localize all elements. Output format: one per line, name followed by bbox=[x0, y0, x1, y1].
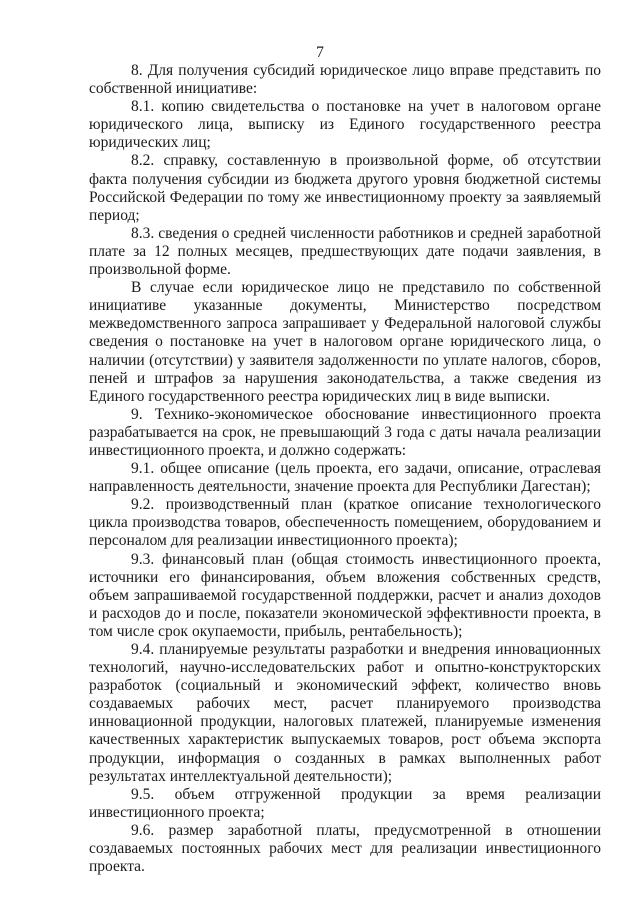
paragraph-9-5: 9.5. объем отгруженной продукции за время реализации инвестиционного проекта; bbox=[89, 785, 601, 821]
paragraph-8: 8. Для получения субсидий юридическое лицо вправе представить по собственной инициативе: bbox=[89, 62, 601, 98]
paragraph-8-note: В случае если юридическое лицо не представило по собственной инициативе указанные документы, Министерство посредством межведомственного запроса запрашивает у Федеральной налоговой службы сведения о постановке на учет в налоговом органе юридического лица, о наличии (отсутствии) у заявителя задолженности по уплате налогов, сборов, пеней и штрафов за нарушения законодательства, а также сведения из Единого государственного реестра юридических лиц в виде выписки. bbox=[89, 279, 601, 405]
paragraph-9-4: 9.4. планируемые результаты разработки и внедрения инновационных технологий, научно-исследовательских работ и опытно-конструкторских разработок (социальный и экономический эффект, количество вновь создаваемых рабочих мест, расчет планируемого производства инновационной продукции, налоговых платежей, планируемые изменения качественных характеристик выпускаемых товаров, рост объема экспорта продукции, информация о созданных в рамках выполненных работ результатах интеллектуальной деятельности); bbox=[89, 641, 601, 785]
paragraph-8-3: 8.3. сведения о средней численности работников и средней заработной плате за 12 полных месяцев, предшествующих дате подачи заявления, в произвольной форме. bbox=[89, 224, 601, 279]
paragraph-8-2: 8.2. справку, составленную в произвольной форме, об отсутствии факта получения субсидии из бюджета другого уровня бюджетной системы Российской Федерации по тому же инвестиционному проекту за заявляемый период; bbox=[89, 152, 601, 224]
page-number: 7 bbox=[316, 44, 324, 61]
document-body bbox=[89, 62, 601, 876]
paragraph-9-3: 9.3. финансовый план (общая стоимость инвестиционного проекта, источники его финансирования, объем вложения собственных средств, объем запрашиваемой государственной поддержки, расчет и анализ доходов и расходов до и после, показатели экономической эффективности проекта, в том числе срок окупаемости, прибыль, рентабельность); bbox=[89, 550, 601, 640]
paragraph-8-1: 8.1. копию свидетельства о постановке на учет в налоговом органе юридического лица, выписку из Единого государственного реестра юридических лиц; bbox=[89, 98, 601, 152]
paragraph-9: 9. Технико-экономическое обоснование инвестиционного проекта разрабатывается на срок, не превышающий 3 года с даты начала реализации инвестиционного проекта, и должно содержать: bbox=[89, 405, 601, 459]
paragraph-9-2: 9.2. производственный план (краткое описание технологического цикла производства товаров, обеспеченность помещением, оборудованием и персоналом для реализации инвестиционного проекта); bbox=[89, 496, 601, 550]
paragraph-9-6: 9.6. размер заработной платы, предусмотренной в отношении создаваемых постоянных рабочих мест для реализации инвестиционного проекта. bbox=[89, 821, 601, 876]
paragraph-9-1: 9.1. общее описание (цель проекта, его задачи, описание, отраслевая направленность деятельности, значение проекта для Республики Дагестан); bbox=[89, 460, 601, 496]
